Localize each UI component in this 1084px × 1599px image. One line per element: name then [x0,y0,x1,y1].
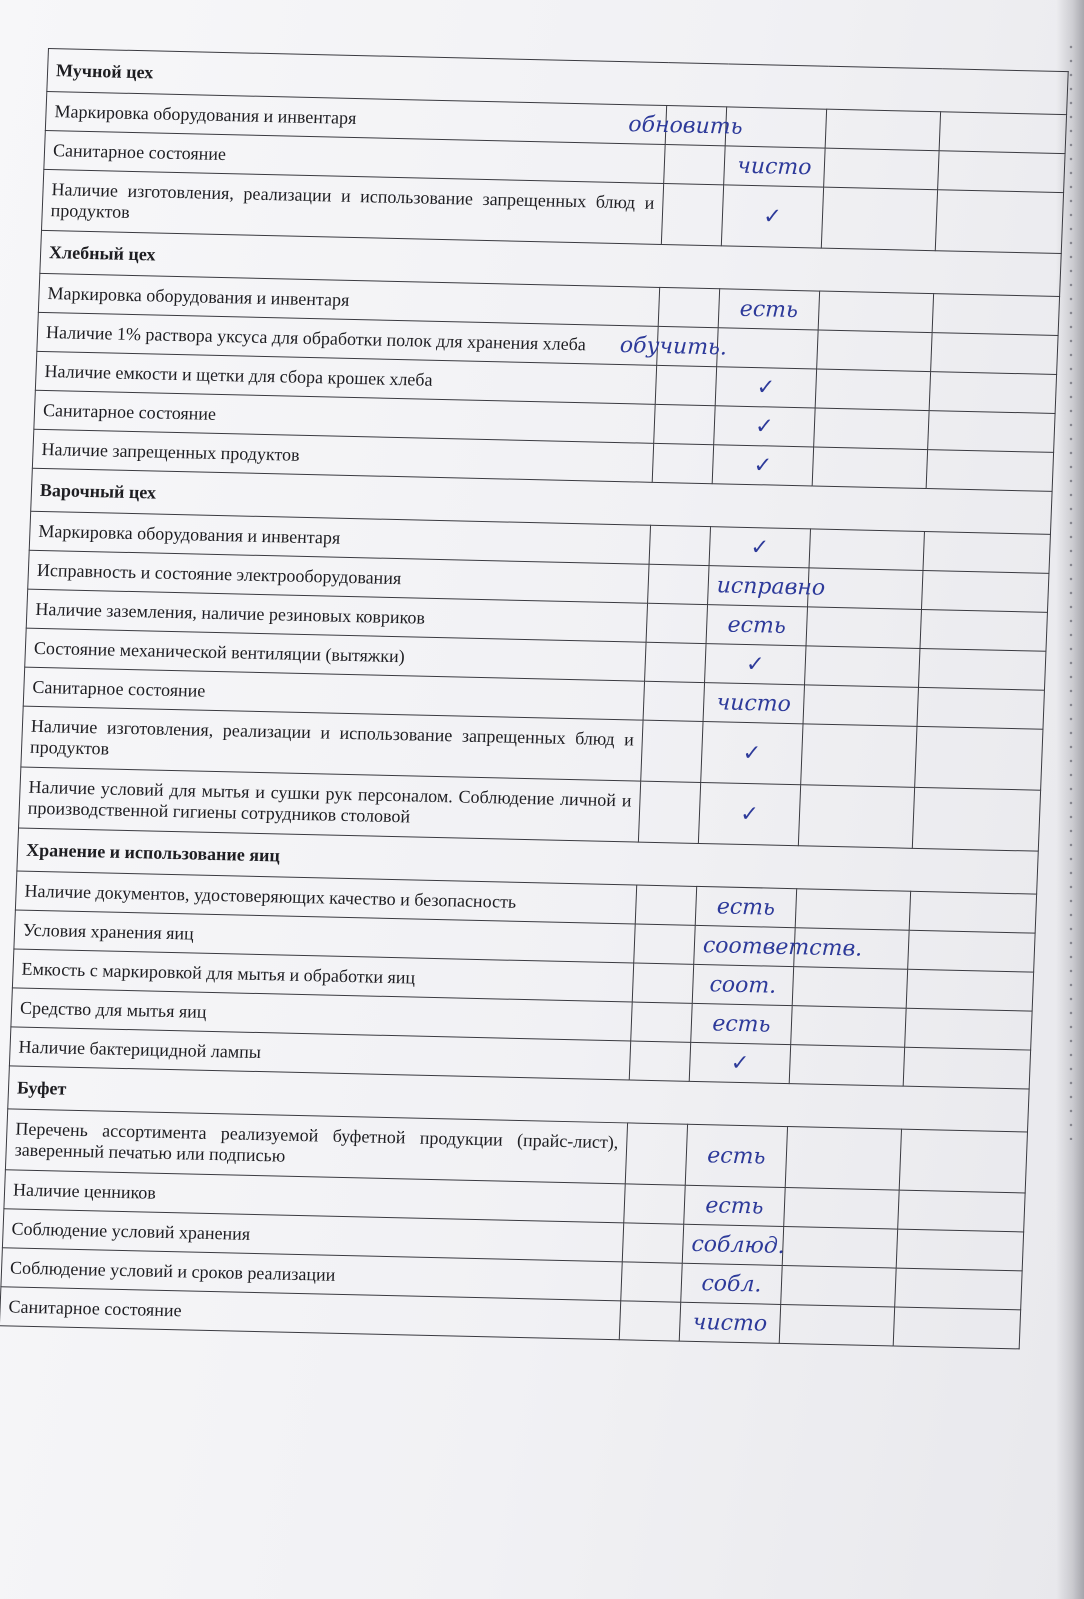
empty-cell [908,930,1035,972]
empty-cell [898,1190,1025,1232]
empty-cell [631,1002,692,1042]
empty-cell [935,190,1063,254]
empty-cell [929,372,1056,414]
empty-cell [658,287,719,327]
empty-cell [821,187,937,251]
check-mark-icon: ✓ [701,722,803,785]
handwritten-mark: есть [691,1003,792,1044]
handwritten-mark: чисто [724,146,825,187]
empty-cell [896,1229,1023,1271]
empty-cell [801,724,917,788]
empty-cell [939,112,1066,154]
empty-cell [785,1127,901,1191]
empty-cell [805,646,920,688]
handwritten-mark: чисто [679,1302,780,1343]
empty-cell [931,333,1058,375]
empty-cell [638,781,700,843]
empty-cell [915,726,1043,790]
row-label: Наличие емкости и щетки для сбора крошек хлеба [35,351,656,404]
empty-cell [899,1129,1027,1193]
row-label: Наличие изготовления, реализации и использование запрещенных блюд и продуктов [21,706,643,781]
empty-cell [621,1262,682,1302]
handwritten-mark: соответств. [694,925,795,966]
empty-cell [928,411,1055,453]
handwritten-mark: обновить [665,106,726,146]
empty-cell [641,720,703,782]
empty-cell [809,529,924,571]
empty-cell [824,148,939,190]
row-label: Санитарное состояние [34,390,655,443]
empty-cell [795,889,910,931]
row-label: Исправность и состояние электрооборудования [28,550,649,603]
check-mark-icon: ✓ [715,367,816,408]
empty-cell [812,447,927,489]
empty-cell [909,891,1036,933]
empty-cell [912,787,1040,851]
empty-cell [645,642,706,682]
empty-cell [624,1184,685,1224]
row-label: Соблюдение условий хранения [2,1209,623,1262]
empty-cell [895,1268,1022,1310]
row-label: Наличие условий для мытья и сушки рук персоналом. Соблюдение личной и производственной гигиены сотрудников столовой [19,767,641,842]
empty-cell [782,1226,897,1268]
empty-cell [808,568,923,610]
empty-cell [649,525,710,565]
empty-cell [798,785,914,849]
row-label: Маркировка оборудования и инвентаря [38,273,659,326]
check-mark-icon: ✓ [709,527,810,568]
row-label: Наличие ценников [4,1170,625,1223]
row-label: Санитарное состояние [23,667,644,720]
row-label: Наличие запрещенных продуктов [32,429,653,482]
empty-cell [654,404,715,444]
empty-cell [791,1006,906,1048]
row-label: Соблюдение условий и сроков реализации [1,1248,622,1301]
handwritten-mark: есть [706,605,807,646]
check-mark-icon: ✓ [712,445,813,486]
handwritten-mark: чисто [703,683,804,724]
empty-cell [893,1307,1020,1349]
empty-cell [635,885,696,925]
handwritten-mark: исправно [708,566,809,607]
empty-cell [646,603,707,643]
empty-cell [792,967,907,1009]
empty-cell [814,408,929,450]
row-label: Состояние механической вентиляции (вытяжки) [25,628,646,681]
empty-cell [622,1223,683,1263]
handwritten-mark: обучить. [657,326,718,366]
empty-cell [717,328,818,369]
empty-cell [815,369,930,411]
empty-cell [643,681,704,721]
handwritten-mark: есть [685,1124,787,1187]
empty-cell [632,963,693,1003]
row-label: Санитарное состояние [0,1287,621,1340]
row-label: Наличие заземления, наличие резиновых ковриков [26,589,647,642]
empty-cell [803,685,918,727]
empty-cell [661,184,723,246]
empty-cell [648,564,709,604]
empty-cell [938,151,1065,193]
handwritten-mark: соот. [692,964,793,1005]
empty-cell [652,443,713,483]
empty-cell [625,1123,687,1185]
row-label: Емкость с маркировкой для мытья и обработки яиц [12,949,633,1002]
handwritten-mark: есть [718,289,819,330]
row-label: Условия хранения яиц [14,910,635,963]
empty-cell [655,365,716,405]
row-label: Наличие документов, удостоверяющих качество и безопасность [15,871,636,924]
row-label: Наличие 1% раствора уксуса для обработки полок для хранения хлеба [37,312,658,365]
empty-cell [789,1045,904,1087]
empty-cell [921,570,1048,612]
empty-cell [784,1188,899,1230]
empty-cell [817,330,932,372]
section-title: Варочный цех [31,468,1052,534]
row-label: Маркировка оборудования и инвентаря [29,511,650,564]
handwritten-mark: есть [684,1185,785,1226]
page-edge-perforation [1068,40,1074,1140]
empty-cell [926,450,1053,492]
check-mark-icon: ✓ [705,644,806,685]
empty-cell [634,924,695,964]
empty-cell [818,291,933,333]
empty-cell [918,648,1045,690]
empty-cell [923,532,1050,574]
check-mark-icon: ✓ [721,185,823,248]
row-label: Наличие бактерицидной лампы [9,1027,630,1080]
empty-cell [781,1265,896,1307]
row-label: Маркировка оборудования и инвентаря [45,91,666,144]
empty-cell [806,607,921,649]
empty-cell [825,109,940,151]
check-mark-icon: ✓ [689,1042,790,1083]
section-title: Мучной цех [47,49,1068,115]
empty-cell [917,687,1044,729]
empty-cell [664,145,725,185]
empty-cell [903,1047,1030,1089]
handwritten-mark: собл. [681,1263,782,1304]
section-title: Буфет [8,1066,1029,1132]
inspection-checklist-table [0,48,1069,1349]
check-mark-icon: ✓ [714,406,815,447]
empty-cell [906,969,1033,1011]
row-label: Наличие изготовления, реализации и использование запрещенных блюд и продуктов [41,169,663,244]
handwritten-mark: соблюд. [682,1224,783,1265]
check-mark-icon: ✓ [698,782,800,845]
empty-cell [920,609,1047,651]
row-label: Санитарное состояние [44,130,665,183]
empty-cell [779,1304,894,1346]
empty-cell [932,294,1059,336]
handwritten-mark: есть [695,886,796,927]
section-title: Хлебный цех [40,230,1061,296]
empty-cell [905,1008,1032,1050]
empty-cell [629,1041,690,1081]
row-label: Средство для мытья яиц [11,988,632,1041]
empty-cell [619,1301,680,1341]
row-label: Перечень ассортимента реализуемой буфетной продукции (прайс-лист), заверенный печатью или подписью [5,1109,627,1184]
section-title: Хранение и использование яиц [17,828,1038,894]
